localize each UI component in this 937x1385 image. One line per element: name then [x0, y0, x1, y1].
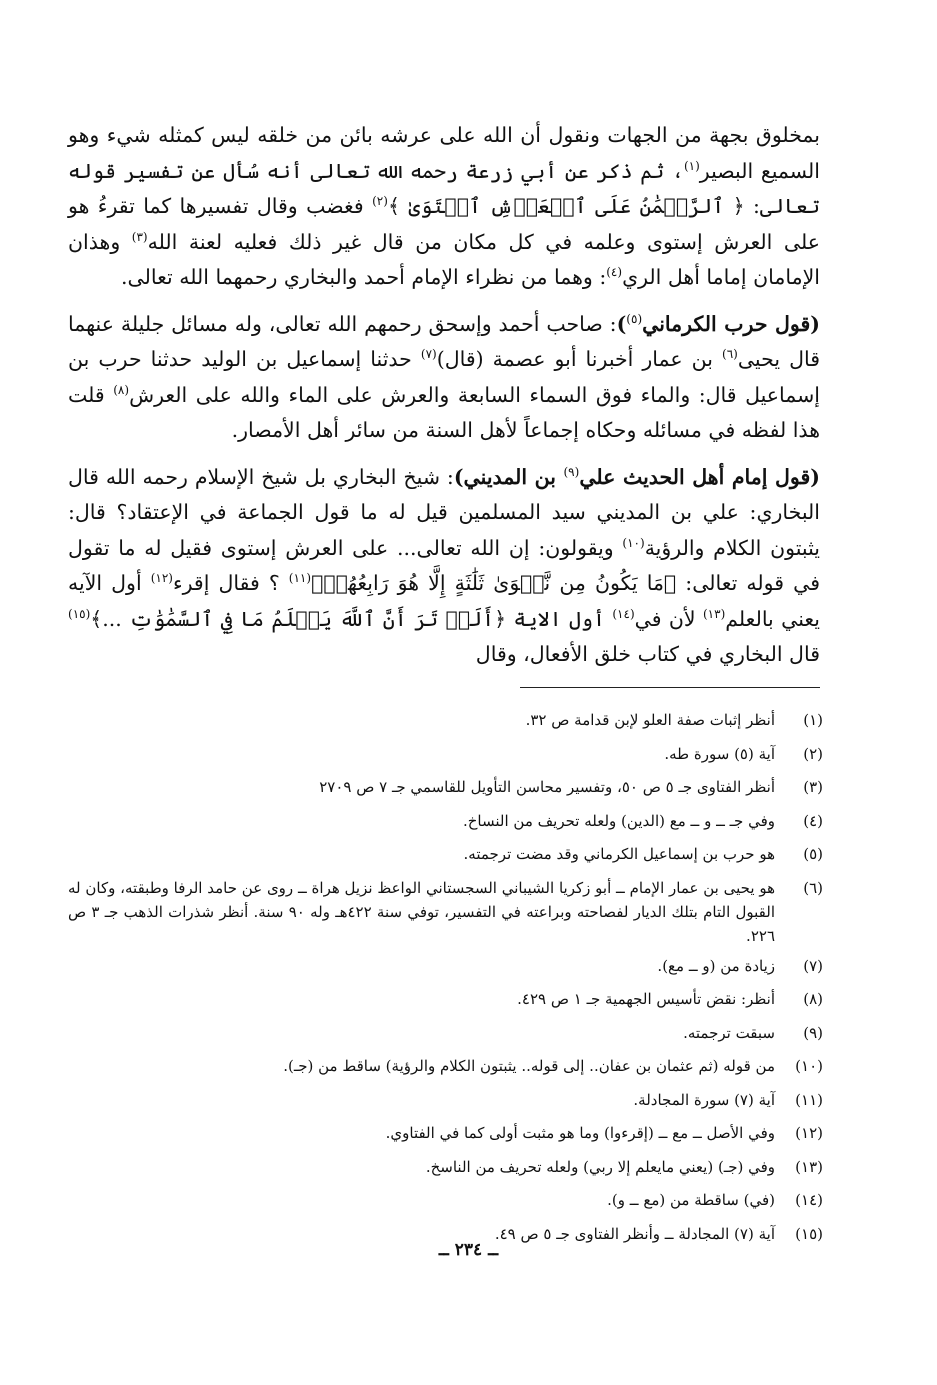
footnote-number: (١٢) [795, 1124, 823, 1142]
footnote [68, 1155, 823, 1179]
section-heading: بن المديني) [453, 464, 564, 489]
footnote-number: (١٣) [795, 1157, 823, 1176]
footnote [68, 954, 823, 978]
text-run: : شيخ البخاري بل شيخ الإسلام رحمه الله قال البخاري: علي بن المديني سيد المسلمين قيل له ما قول الجماعة في الإعتقاد؟ قال: يثبتون الكلام والرؤية [68, 464, 820, 560]
footnote [68, 842, 823, 866]
footnote-ref: (٦) [722, 347, 738, 362]
footnote-number: (١٤) [795, 1191, 823, 1209]
footnote-number: (٨) [803, 990, 823, 1008]
text-run: : وهما من نظراء الإمام أحمد والبخاري رحمهما الله تعالى. [121, 265, 607, 289]
footnote-ref: (١٥) [68, 606, 91, 621]
section-heading: (قول حرب الكرماني [642, 311, 820, 336]
footnote-text: آية (٧) سورة المجادلة. [633, 1090, 775, 1109]
text-run: أول الاية ﴿أَلَمۡ تَرَ أَنَّ ٱللَّهَ يَعۡلَمُ مَا فِي ٱلسَّمَٰوَٰتِ ...﴾ [90, 606, 613, 631]
paragraph [68, 307, 820, 449]
page-number: ــ ٢٣٤ ــ [438, 1240, 499, 1260]
footnote-text: وفي الأصل ــ مع ــ (إقرءوا) وما هو مثبت أولى كما في الفتاوي. [385, 1124, 775, 1142]
text-run: ؟ فقال إقرء [172, 571, 289, 595]
footnote-divider [520, 687, 820, 688]
paragraph [68, 460, 820, 673]
text-run: قال البخاري في كتاب خلق الأفعال، وقال [475, 642, 820, 666]
main-text [68, 118, 820, 673]
footnote-text: (في) ساقطة من (مع ــ و). [607, 1191, 775, 1209]
footnote-ref: (١١) [288, 571, 312, 586]
section-heading: (قول إمام أهل الحديث علي [579, 464, 820, 489]
footnote [68, 1054, 823, 1078]
footnote-number: (٢) [803, 744, 823, 763]
footnote-text: أنظر: نقض تأسيس الجهمية جـ ١ ص ٤٢٩. [517, 990, 775, 1008]
footnotes [68, 708, 823, 1255]
text-run: ، ثم ذكر عن أبي زرعة رحمه الله تعالى أنه سُأل عن تفسير قوله تعالى: ﴿ ٱلرَّحۡمَٰنُ عَلَى ٱلۡعَرۡشِ ٱسۡتَوَىٰ ﴾ [68, 158, 820, 218]
footnote-text: آية (٥) سورة طه. [664, 744, 775, 763]
footnote-text: أنظر الفتاوى جـ ٥ ص ٥٠، وتفسير محاسن التأويل للقاسمي جـ ٧ ص ٢٧٠٩ [319, 778, 775, 796]
text-run: بمخلوق بجهة من الجهات ونقول أن الله على عرشه بائن من خلقه ليس كمثله شيء وهو السميع البصير [68, 123, 820, 183]
footnote-number: (٩) [803, 1023, 823, 1042]
footnote-text: زيادة من (و ــ مع). [657, 956, 775, 975]
footnote-ref: (٩) [563, 464, 580, 479]
footnote [68, 876, 823, 948]
footnote [68, 1021, 823, 1045]
footnote-text: وفي (جـ) (يعني مايعلم إلا ربي) ولعله تحريف من الناسخ. [425, 1157, 775, 1176]
footnote-text: أنظر إثبات صفة العلو لإبن قدامة ص ٣٢. [525, 711, 775, 729]
footnote [68, 987, 823, 1011]
text-run: فغضب وقال تفسيرها كما تقرءُ هو على العرش إستوى وعلمه في كل مكان من قال غير ذلك فعليه لعنة الله [68, 194, 820, 254]
footnote-number: (٥) [803, 845, 823, 863]
footnote-number: (١٠) [795, 1057, 823, 1075]
section-heading: ) [616, 311, 627, 336]
footnote [68, 1188, 823, 1212]
footnote-number: (١٥) [795, 1224, 823, 1243]
footnote [68, 1088, 823, 1112]
footnote-ref: (٨) [113, 382, 130, 397]
footnote-ref: (٢) [372, 194, 388, 209]
footnote-number: (١١) [795, 1090, 823, 1109]
footnote-text: سبقت ترجمته. [683, 1023, 775, 1042]
text-run: بن عمار أخبرنا أبو عصمة (قال) [436, 347, 722, 371]
footnote [68, 775, 823, 799]
text-run: لأن في [634, 606, 703, 631]
footnote-text: من قوله (ثم عثمان بن عفان.. إلى قوله.. يثبتون الكلام والرؤية) ساقط من (جـ). [283, 1057, 775, 1075]
footnote-ref: (١٣) [702, 606, 726, 621]
text-run: : صاحب أحمد وإسحق رحمهم الله تعالى، وله مسائل جليلة عنهما قال يحيى [68, 311, 821, 371]
footnote-number: (٧) [803, 956, 823, 975]
footnote-number: (٤) [803, 811, 823, 830]
footnote-number: (٣) [803, 778, 823, 796]
footnote-ref: (٣) [131, 229, 148, 244]
text-run: وهذان الإمامان إماما أهل الري [68, 229, 820, 289]
footnote [68, 742, 823, 766]
footnote-ref: (١٤) [612, 606, 635, 621]
footnote-text: هو حرب بن إسماعيل الكرماني وقد مضت ترجمته. [463, 845, 775, 863]
footnote-text: آية (٧) المجادلة ــ وأنظر الفتاوى جـ ٥ ص ٤٩. [494, 1224, 775, 1243]
footnote-number: (١) [803, 711, 823, 729]
paragraph [68, 118, 820, 296]
footnote-ref: (٥) [626, 311, 643, 326]
text-run: قلت هذا لفظه في مسائله وحكاه إجماعاً لأهل السنة من سائر أهل الأمصار. [68, 382, 820, 442]
text-run: ويقولون: إن الله تعالى... على العرش إستوى فقيل له ما تقول في قوله تعالى: ﴿مَا يَكُونُ مِن نَّجۡوَىٰ ثَلَٰثَةٍ إِلَّا هُوَ رَابِعُهُمۡ﴾ [68, 535, 821, 595]
footnote [68, 809, 823, 833]
footnote-ref: (٤) [606, 265, 623, 280]
footnote [68, 1121, 823, 1145]
text-run: حدثنا إسماعيل بن الوليد حدثنا حرب بن إسماعيل قال: والماء فوق السماء السابعة والعرش على الماء والله على العرش [68, 347, 821, 407]
footnote-ref: (٧) [420, 347, 437, 362]
footnote [68, 708, 823, 732]
footnote-text: هو يحيى بن عمار الإمام ــ أبو زكريا الشيباني السجستاني الواعظ نزيل هراة ــ روى عن حامد الرفا وطبقته، وكان له القبول التام بتلك الديار لفصاحته وبراعته في التفسير، توفي سنة ٤٢٢هـ وله ٩٠ سنة. أنظر شذرات الذهب جـ ٣ ص ٢٢٦. [68, 878, 775, 945]
footnote-number: (٦) [803, 878, 823, 897]
text-run: أول الآيه يعني بالعلم [68, 571, 820, 631]
footnote-ref: (١٢) [150, 571, 173, 586]
footnote-ref: (١٠) [622, 535, 645, 550]
footnote-ref: (١) [683, 158, 700, 173]
footnote-text: وفي جـ ــ و ــ مع (الدين) ولعله تحريف من النساخ. [462, 811, 775, 830]
